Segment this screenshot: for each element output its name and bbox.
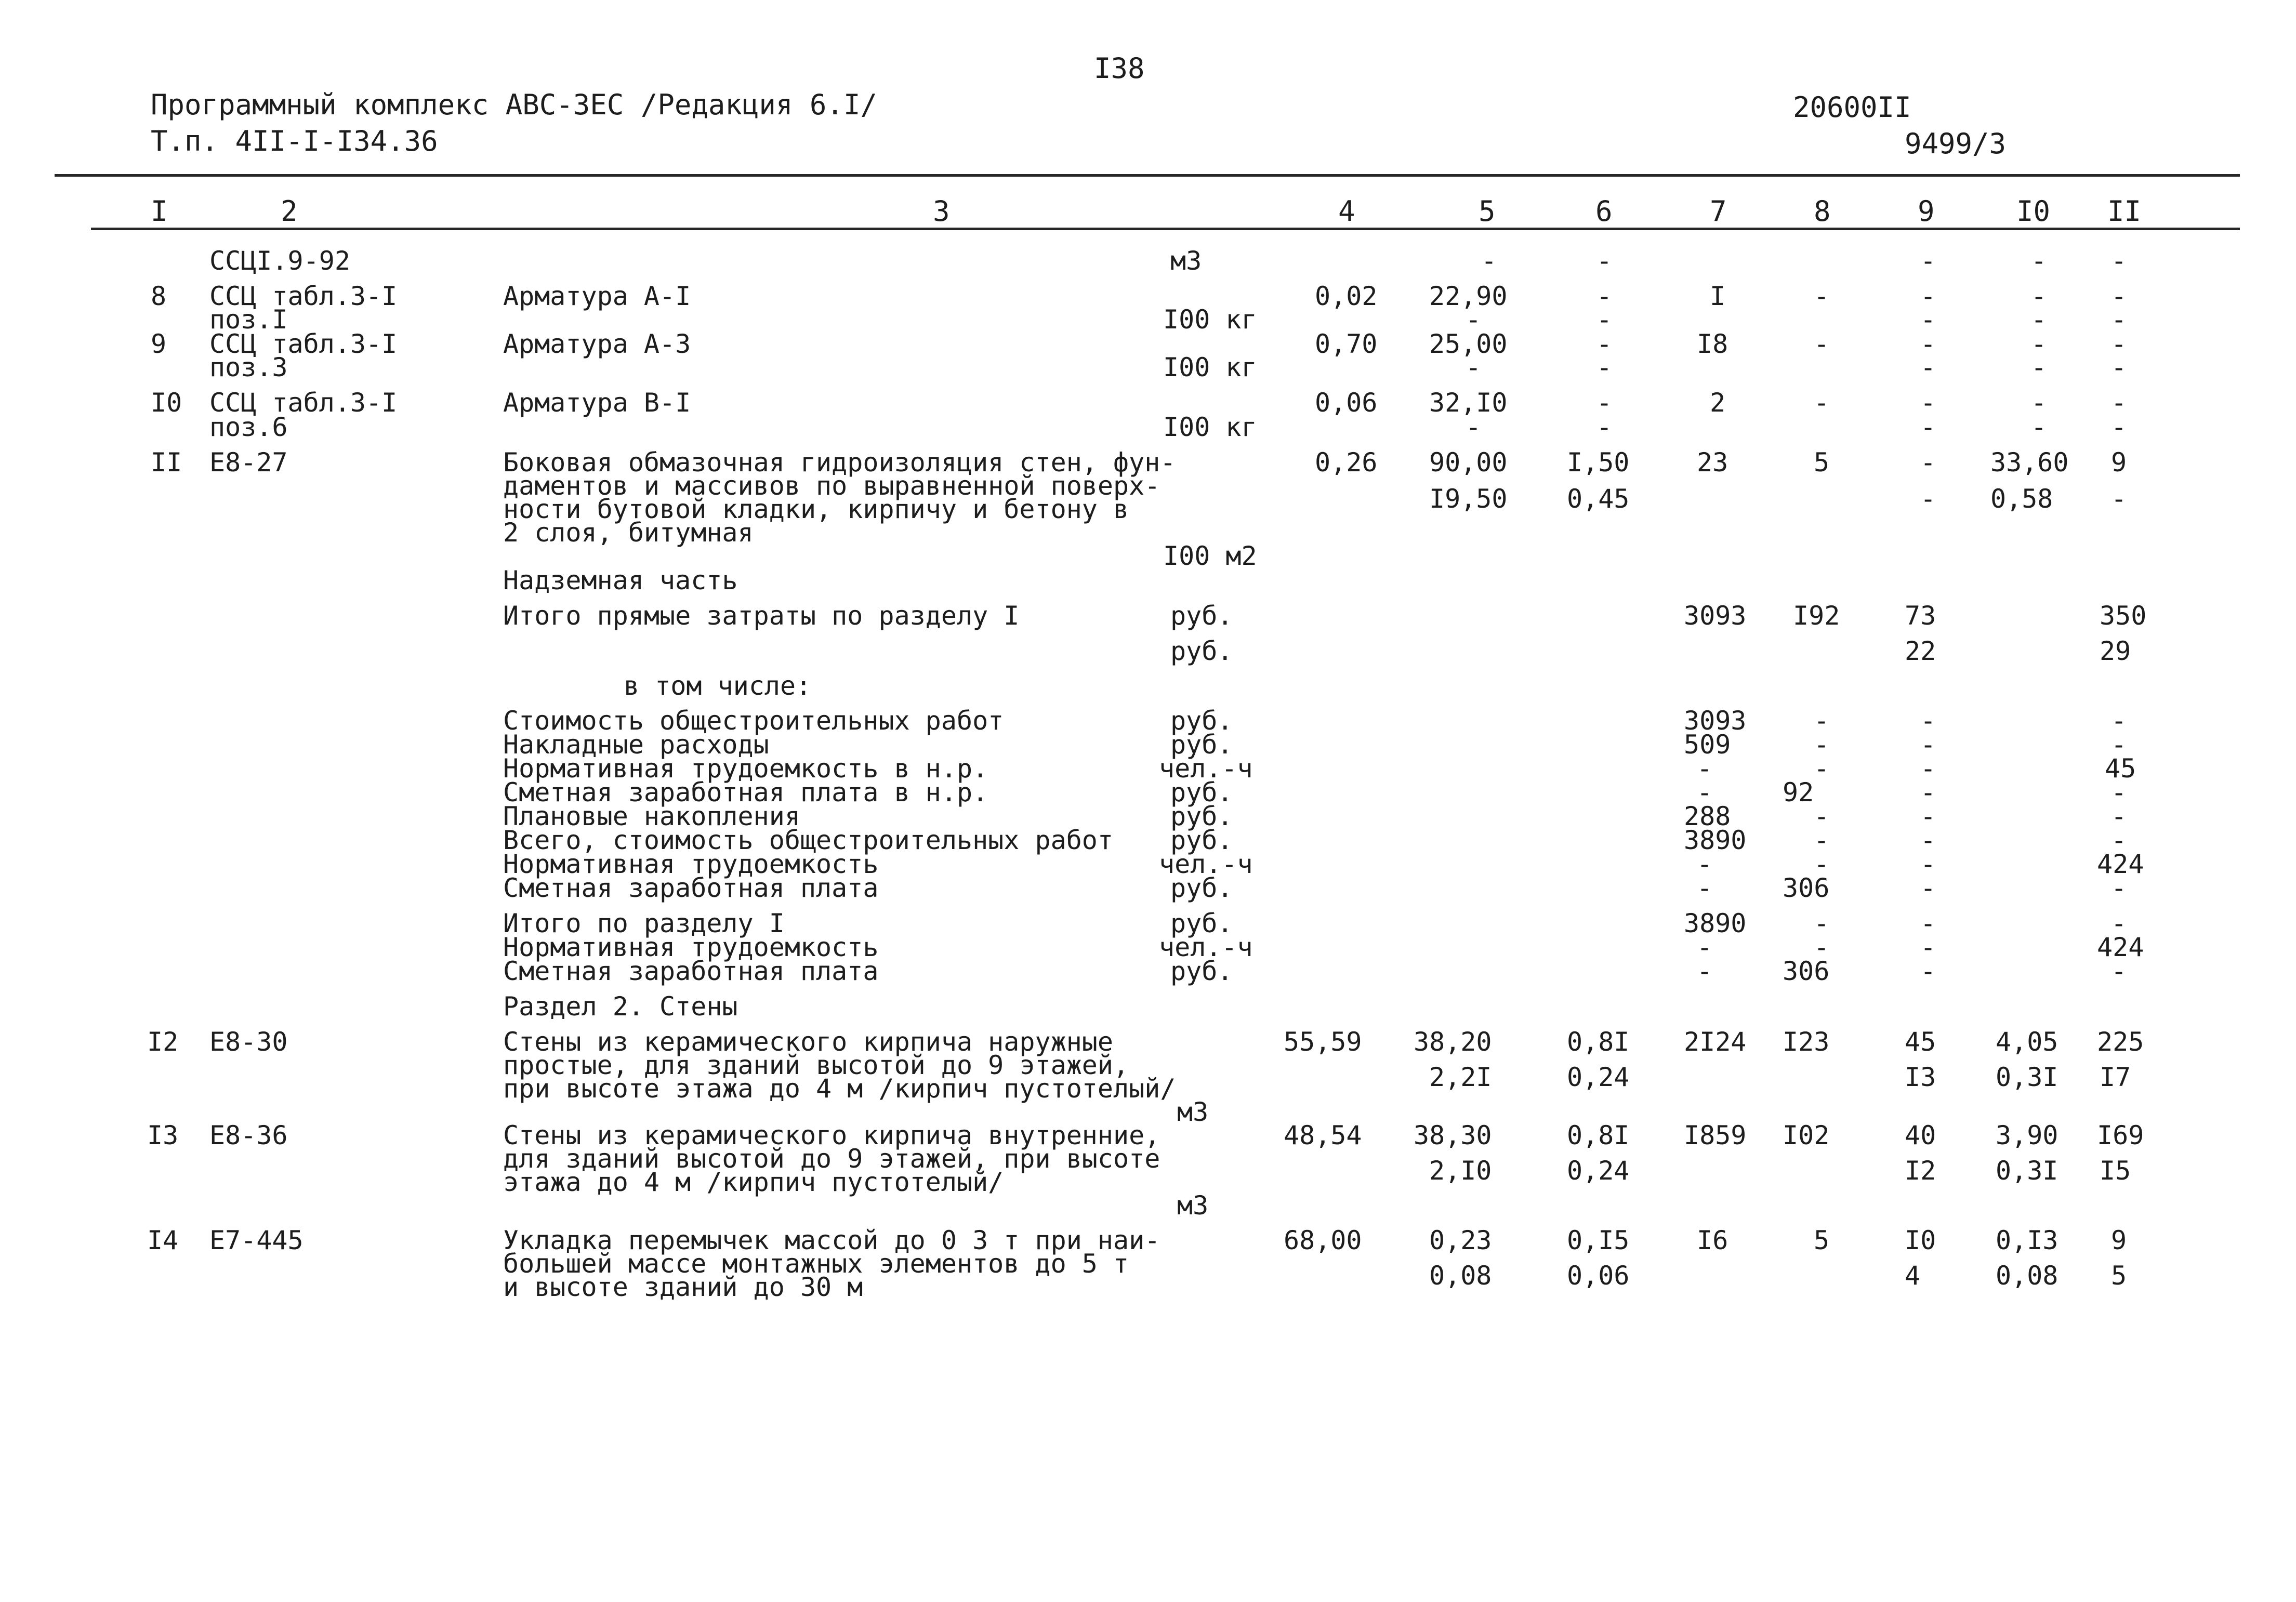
table-cell-text: - bbox=[1920, 329, 1936, 359]
table-cell-text: руб. bbox=[1170, 956, 1233, 986]
table-cell-text: - bbox=[2111, 956, 2127, 986]
table-cell-text: - bbox=[1596, 352, 1613, 382]
table-cell-text: 3093 bbox=[1684, 706, 1747, 736]
table-cell-text: - bbox=[1697, 956, 1713, 986]
table-cell-text: - bbox=[1920, 908, 1936, 938]
table-cell-text: - bbox=[1814, 730, 1830, 760]
table-cell-text: 0,06 bbox=[1567, 1261, 1630, 1291]
table-cell-text: - bbox=[1596, 304, 1613, 335]
table-cell-text: - bbox=[2111, 388, 2127, 418]
table-cell-text: - bbox=[1814, 825, 1830, 855]
table-cell-text: - bbox=[2111, 908, 2127, 938]
table-cell-text: ности бутовой кладки, кирпичу и бетону в bbox=[503, 494, 1129, 524]
table-cell-text: 25,00 bbox=[1429, 329, 1508, 359]
table-cell-text: 45 bbox=[2105, 753, 2136, 784]
table-cell-text: поз.3 bbox=[209, 352, 288, 382]
table-cell-text: - bbox=[2111, 412, 2127, 442]
table-cell-text: 38,30 bbox=[1414, 1120, 1492, 1150]
table-cell-text: 45 bbox=[1905, 1027, 1936, 1057]
table-cell-text: 0,24 bbox=[1567, 1062, 1630, 1092]
table-cell-text: 22 bbox=[1905, 636, 1936, 666]
table-cell-text: Итого прямые затраты по разделу I bbox=[503, 601, 1020, 631]
table-cell-text: 2 bbox=[1710, 388, 1726, 418]
table-cell-text: простые, для зданий высотой до 9 этажей, bbox=[503, 1050, 1129, 1080]
sheet-code: 9499/3 bbox=[1905, 127, 2007, 160]
table-cell-text: - bbox=[1697, 932, 1713, 962]
table-cell-text: руб. bbox=[1170, 730, 1233, 760]
table-cell-text: I02 bbox=[1783, 1120, 1830, 1150]
table-cell-text: 40 bbox=[1905, 1120, 1936, 1150]
table-cell-text: - bbox=[1697, 777, 1713, 807]
table-cell-text: - bbox=[2111, 304, 2127, 335]
table-cell-text: м3 bbox=[1177, 1190, 1209, 1221]
table-cell-text: I00 кг bbox=[1163, 304, 1257, 335]
table-cell-text: и высоте зданий до 30 м bbox=[503, 1272, 863, 1302]
table-cell-text: - bbox=[2111, 777, 2127, 807]
table-cell-text: Нормативная трудоемкость bbox=[503, 849, 879, 879]
table-cell-text: - bbox=[2031, 412, 2047, 442]
table-cell-text: - bbox=[1697, 873, 1713, 903]
table-cell-text: руб. bbox=[1170, 873, 1233, 903]
table-cell-text: - bbox=[2111, 801, 2127, 831]
table-cell-text: I0 bbox=[1905, 1225, 1936, 1255]
table-cell-text: 424 bbox=[2097, 932, 2144, 962]
table-cell-text: 68,00 bbox=[1284, 1225, 1362, 1255]
table-cell-text: - bbox=[1920, 730, 1936, 760]
table-cell-text: руб. bbox=[1170, 777, 1233, 807]
table-cell-text: Е8-36 bbox=[209, 1120, 288, 1150]
table-cell-text: - bbox=[1920, 777, 1936, 807]
table-cell-text: - bbox=[1920, 412, 1936, 442]
table-cell-text: I00 кг bbox=[1163, 412, 1257, 442]
table-cell-text: для зданий высотой до 9 этажей, при высоте bbox=[503, 1144, 1160, 1174]
table-cell-text: - bbox=[1920, 849, 1936, 879]
table-cell-text: Стены из керамического кирпича внутренние, bbox=[503, 1120, 1160, 1150]
table-cell-text: руб. bbox=[1170, 636, 1233, 666]
table-cell-text: - bbox=[1920, 825, 1936, 855]
table-cell-text: Нормативная трудоемкость в н.р. bbox=[503, 753, 988, 784]
table-cell-text: - bbox=[1814, 849, 1830, 879]
table-cell-text: руб. bbox=[1170, 601, 1233, 631]
table-cell-text: 38,20 bbox=[1414, 1027, 1492, 1057]
column-header: 3 bbox=[933, 195, 950, 228]
table-cell-text: 2,2I bbox=[1429, 1062, 1492, 1092]
table-cell-text: 0,24 bbox=[1567, 1156, 1630, 1186]
table-cell-text: чел.-ч bbox=[1159, 753, 1253, 784]
page-number: I38 bbox=[1094, 52, 1145, 85]
table-cell-text: руб. bbox=[1170, 801, 1233, 831]
table-cell-text: - bbox=[2031, 281, 2047, 311]
table-cell-text: I00 м2 bbox=[1163, 541, 1257, 571]
table-cell-text: Плановые накопления bbox=[503, 801, 800, 831]
table-cell-text: 0,26 bbox=[1315, 447, 1378, 478]
table-cell-text: - bbox=[1920, 753, 1936, 784]
column-header: 4 bbox=[1338, 195, 1355, 228]
table-cell-text: I2 bbox=[147, 1027, 179, 1057]
table-cell-text: 0,02 bbox=[1315, 281, 1378, 311]
table-cell-text: 0,I3 bbox=[1996, 1225, 2059, 1255]
table-cell-text: - bbox=[1814, 281, 1830, 311]
table-cell-text: - bbox=[1814, 801, 1830, 831]
table-cell-text: - bbox=[1814, 706, 1830, 736]
table-cell-text: Накладные расходы bbox=[503, 730, 769, 760]
table-cell-text: - bbox=[1814, 329, 1830, 359]
table-cell-text: ССЦ табл.3-I bbox=[209, 388, 398, 418]
table-cell-text: 2,I0 bbox=[1429, 1156, 1492, 1186]
table-cell-text: I9,50 bbox=[1429, 484, 1508, 514]
program-title: Программный комплекс АВС-3ЕС /Редакция 6.I/ bbox=[151, 88, 877, 121]
table-cell-text: I bbox=[1710, 281, 1726, 311]
table-cell-text: руб. bbox=[1170, 825, 1233, 855]
table-cell-text: - bbox=[1920, 281, 1936, 311]
table-cell-text: - bbox=[2111, 352, 2127, 382]
table-cell-text: - bbox=[2111, 281, 2127, 311]
table-cell-text: 29 bbox=[2100, 636, 2131, 666]
table-cell-text: Укладка перемычек массой до 0 3 т при наи- bbox=[503, 1225, 1160, 1255]
table-cell-text: - bbox=[1596, 412, 1613, 442]
document-code: 20600II bbox=[1793, 91, 1911, 124]
table-cell-text: I3 bbox=[1905, 1062, 1936, 1092]
table-header-rule bbox=[91, 228, 2240, 230]
table-cell-text: 0,08 bbox=[1996, 1261, 2059, 1291]
table-cell-text: 225 bbox=[2097, 1027, 2144, 1057]
table-cell-text: - bbox=[1814, 932, 1830, 962]
table-cell-text: ССЦ табл.3-I bbox=[209, 329, 398, 359]
table-cell-text: 509 bbox=[1684, 730, 1731, 760]
table-cell-text: 0,70 bbox=[1315, 329, 1378, 359]
table-cell-text: - bbox=[1596, 388, 1613, 418]
table-cell-text: 0,3I bbox=[1996, 1062, 2059, 1092]
table-cell-text: 33,60 bbox=[1990, 447, 2069, 478]
table-cell-text: - bbox=[2111, 329, 2127, 359]
table-cell-text: - bbox=[2111, 484, 2127, 514]
table-cell-text: 0,3I bbox=[1996, 1156, 2059, 1186]
table-cell-text: 9 bbox=[2111, 447, 2127, 478]
column-header: I bbox=[151, 195, 168, 228]
table-cell-text: при высоте этажа до 4 м /кирпич пустотелый/ bbox=[503, 1074, 1176, 1104]
table-cell-text: 4,05 bbox=[1996, 1027, 2059, 1057]
table-cell-text: Нормативная трудоемкость bbox=[503, 932, 879, 962]
table-cell-text: I5 bbox=[2100, 1156, 2131, 1186]
table-cell-text: 0,08 bbox=[1429, 1261, 1492, 1291]
table-cell-text: - bbox=[2031, 304, 2047, 335]
table-cell-text: - bbox=[2111, 873, 2127, 903]
table-cell-text: I23 bbox=[1783, 1027, 1830, 1057]
table-cell-text: I859 bbox=[1684, 1120, 1747, 1150]
table-cell-text: ССЦ табл.3-I bbox=[209, 281, 398, 311]
table-cell-text: - bbox=[1596, 329, 1613, 359]
table-cell-text: 3,90 bbox=[1996, 1120, 2059, 1150]
table-cell-text: I8 bbox=[1697, 329, 1728, 359]
table-cell-text: Боковая обмазочная гидроизоляция стен, фун- bbox=[503, 447, 1176, 478]
column-header: 6 bbox=[1595, 195, 1613, 228]
table-cell-text: Е7-445 bbox=[209, 1225, 304, 1255]
table-cell-text: руб. bbox=[1170, 706, 1233, 736]
table-cell-text: 32,I0 bbox=[1429, 388, 1508, 418]
table-cell-text: чел.-ч bbox=[1159, 932, 1253, 962]
table-cell-text: - bbox=[2031, 246, 2047, 276]
table-cell-text: I2 bbox=[1905, 1156, 1936, 1186]
table-cell-text: 0,23 bbox=[1429, 1225, 1492, 1255]
table-cell-text: 22,90 bbox=[1429, 281, 1508, 311]
table-cell-text: поз.I bbox=[209, 304, 288, 335]
table-cell-text: 55,59 bbox=[1284, 1027, 1362, 1057]
table-cell-text: - bbox=[1697, 849, 1713, 879]
table-cell-text: - bbox=[1920, 388, 1936, 418]
table-cell-text: - bbox=[1481, 246, 1497, 276]
table-cell-text: - bbox=[2111, 730, 2127, 760]
column-header: I0 bbox=[2016, 195, 2051, 228]
table-cell-text: 0,06 bbox=[1315, 388, 1378, 418]
table-cell-text: - bbox=[1814, 753, 1830, 784]
column-header: 9 bbox=[1918, 195, 1935, 228]
table-cell-text: 0,I5 bbox=[1567, 1225, 1630, 1255]
table-cell-text: - bbox=[2031, 388, 2047, 418]
table-cell-text: Сметная заработная плата в н.р. bbox=[503, 777, 988, 807]
table-cell-text: 92 bbox=[1783, 777, 1814, 807]
table-cell-text: - bbox=[1920, 932, 1936, 962]
table-cell-text: - bbox=[1920, 352, 1936, 382]
table-cell-text: - bbox=[1920, 873, 1936, 903]
table-cell-text: 0,8I bbox=[1567, 1120, 1630, 1150]
table-cell-text: I7 bbox=[2100, 1062, 2131, 1092]
table-cell-text: 9 bbox=[2111, 1225, 2127, 1255]
table-cell-text: 0,58 bbox=[1990, 484, 2053, 514]
table-cell-text: Е8-30 bbox=[209, 1027, 288, 1057]
table-cell-text: ССЦI.9-92 bbox=[209, 246, 350, 276]
table-cell-text: 350 bbox=[2100, 601, 2147, 631]
table-cell-text: 23 bbox=[1697, 447, 1728, 478]
table-cell-text: Е8-27 bbox=[209, 447, 288, 478]
column-header: II bbox=[2107, 195, 2142, 228]
project-code: Т.п. 4II-I-I34.36 bbox=[151, 125, 438, 157]
table-cell-text: в том числе: bbox=[624, 671, 812, 701]
table-cell-text: Арматура А-3 bbox=[503, 329, 691, 359]
table-cell-text: 3093 bbox=[1684, 601, 1747, 631]
table-cell-text: - bbox=[1466, 352, 1482, 382]
table-cell-text: руб. bbox=[1170, 908, 1233, 938]
table-cell-text: 306 bbox=[1783, 873, 1830, 903]
table-cell-text: - bbox=[1697, 753, 1713, 784]
column-header: 5 bbox=[1479, 195, 1496, 228]
table-cell-text: - bbox=[1920, 801, 1936, 831]
table-cell-text: I6 bbox=[1697, 1225, 1728, 1255]
table-cell-text: 48,54 bbox=[1284, 1120, 1362, 1150]
table-cell-text: - bbox=[1920, 304, 1936, 335]
table-cell-text: м3 bbox=[1170, 246, 1202, 276]
table-cell-text: - bbox=[1920, 447, 1936, 478]
table-cell-text: Всего, стоимость общестроительных работ bbox=[503, 825, 1113, 855]
table-cell-text: - bbox=[1466, 412, 1482, 442]
table-cell-text: большей массе монтажных элементов до 5 т bbox=[503, 1249, 1129, 1279]
table-cell-text: Стены из керамического кирпича наружные bbox=[503, 1027, 1113, 1057]
table-cell-text: 9 bbox=[151, 329, 167, 359]
table-cell-text: Арматура А-I bbox=[503, 281, 691, 311]
table-cell-text: 2I24 bbox=[1684, 1027, 1747, 1057]
table-cell-text: II bbox=[151, 447, 182, 478]
column-header: 8 bbox=[1814, 195, 1831, 228]
table-top-rule bbox=[55, 174, 2240, 177]
table-cell-text: 8 bbox=[151, 281, 167, 311]
table-cell-text: - bbox=[1596, 281, 1613, 311]
table-cell-text: - bbox=[2111, 246, 2127, 276]
table-cell-text: Стоимость общестроительных работ bbox=[503, 706, 1004, 736]
table-cell-text: 0,45 bbox=[1567, 484, 1630, 514]
table-cell-text: - bbox=[2031, 329, 2047, 359]
table-cell-text: - bbox=[1814, 388, 1830, 418]
table-cell-text: Сметная заработная плата bbox=[503, 956, 879, 986]
table-cell-text: 4 bbox=[1905, 1261, 1921, 1291]
table-cell-text: - bbox=[1920, 484, 1936, 514]
table-cell-text: Арматура В-I bbox=[503, 388, 691, 418]
table-cell-text: поз.6 bbox=[209, 412, 288, 442]
column-header: 2 bbox=[281, 195, 298, 228]
table-cell-text: 3890 bbox=[1684, 908, 1747, 938]
table-cell-text: 0,8I bbox=[1567, 1027, 1630, 1057]
table-cell-text: Итого по разделу I bbox=[503, 908, 785, 938]
table-cell-text: этажа до 4 м /кирпич пустотелый/ bbox=[503, 1167, 1004, 1197]
table-cell-text: - bbox=[1596, 246, 1613, 276]
table-cell-text: Сметная заработная плата bbox=[503, 873, 879, 903]
table-cell-text: - bbox=[2111, 825, 2127, 855]
table-cell-text: Надземная часть bbox=[503, 565, 738, 595]
table-cell-text: I3 bbox=[147, 1120, 179, 1150]
table-cell-text: м3 bbox=[1177, 1097, 1209, 1127]
table-cell-text: - bbox=[1920, 956, 1936, 986]
table-cell-text: I,50 bbox=[1567, 447, 1630, 478]
table-cell-text: I92 bbox=[1793, 601, 1840, 631]
table-cell-text: 90,00 bbox=[1429, 447, 1508, 478]
table-cell-text: 3890 bbox=[1684, 825, 1747, 855]
table-cell-text: чел.-ч bbox=[1159, 849, 1253, 879]
table-cell-text: - bbox=[1920, 706, 1936, 736]
table-cell-text: 5 bbox=[2111, 1261, 2127, 1291]
table-cell-text: - bbox=[1466, 304, 1482, 335]
table-cell-text: I00 кг bbox=[1163, 352, 1257, 382]
table-cell-text: 2 слоя, битумная bbox=[503, 518, 754, 548]
table-cell-text: I4 bbox=[147, 1225, 179, 1255]
table-cell-text: 5 bbox=[1814, 447, 1830, 478]
table-cell-text: - bbox=[2031, 352, 2047, 382]
table-cell-text: 424 bbox=[2097, 849, 2144, 879]
column-header: 7 bbox=[1710, 195, 1727, 228]
table-cell-text: 288 bbox=[1684, 801, 1731, 831]
table-cell-text: - bbox=[2111, 706, 2127, 736]
table-cell-text: - bbox=[1814, 908, 1830, 938]
table-cell-text: 306 bbox=[1783, 956, 1830, 986]
table-cell-text: 5 bbox=[1814, 1225, 1830, 1255]
table-cell-text: даментов и массивов по выравненной поверх- bbox=[503, 471, 1160, 501]
table-cell-text: I0 bbox=[151, 388, 182, 418]
table-cell-text: - bbox=[1920, 246, 1936, 276]
table-cell-text: I69 bbox=[2097, 1120, 2144, 1150]
table-cell-text: 73 bbox=[1905, 601, 1936, 631]
table-cell-text: Раздел 2. Стены bbox=[503, 991, 738, 1022]
